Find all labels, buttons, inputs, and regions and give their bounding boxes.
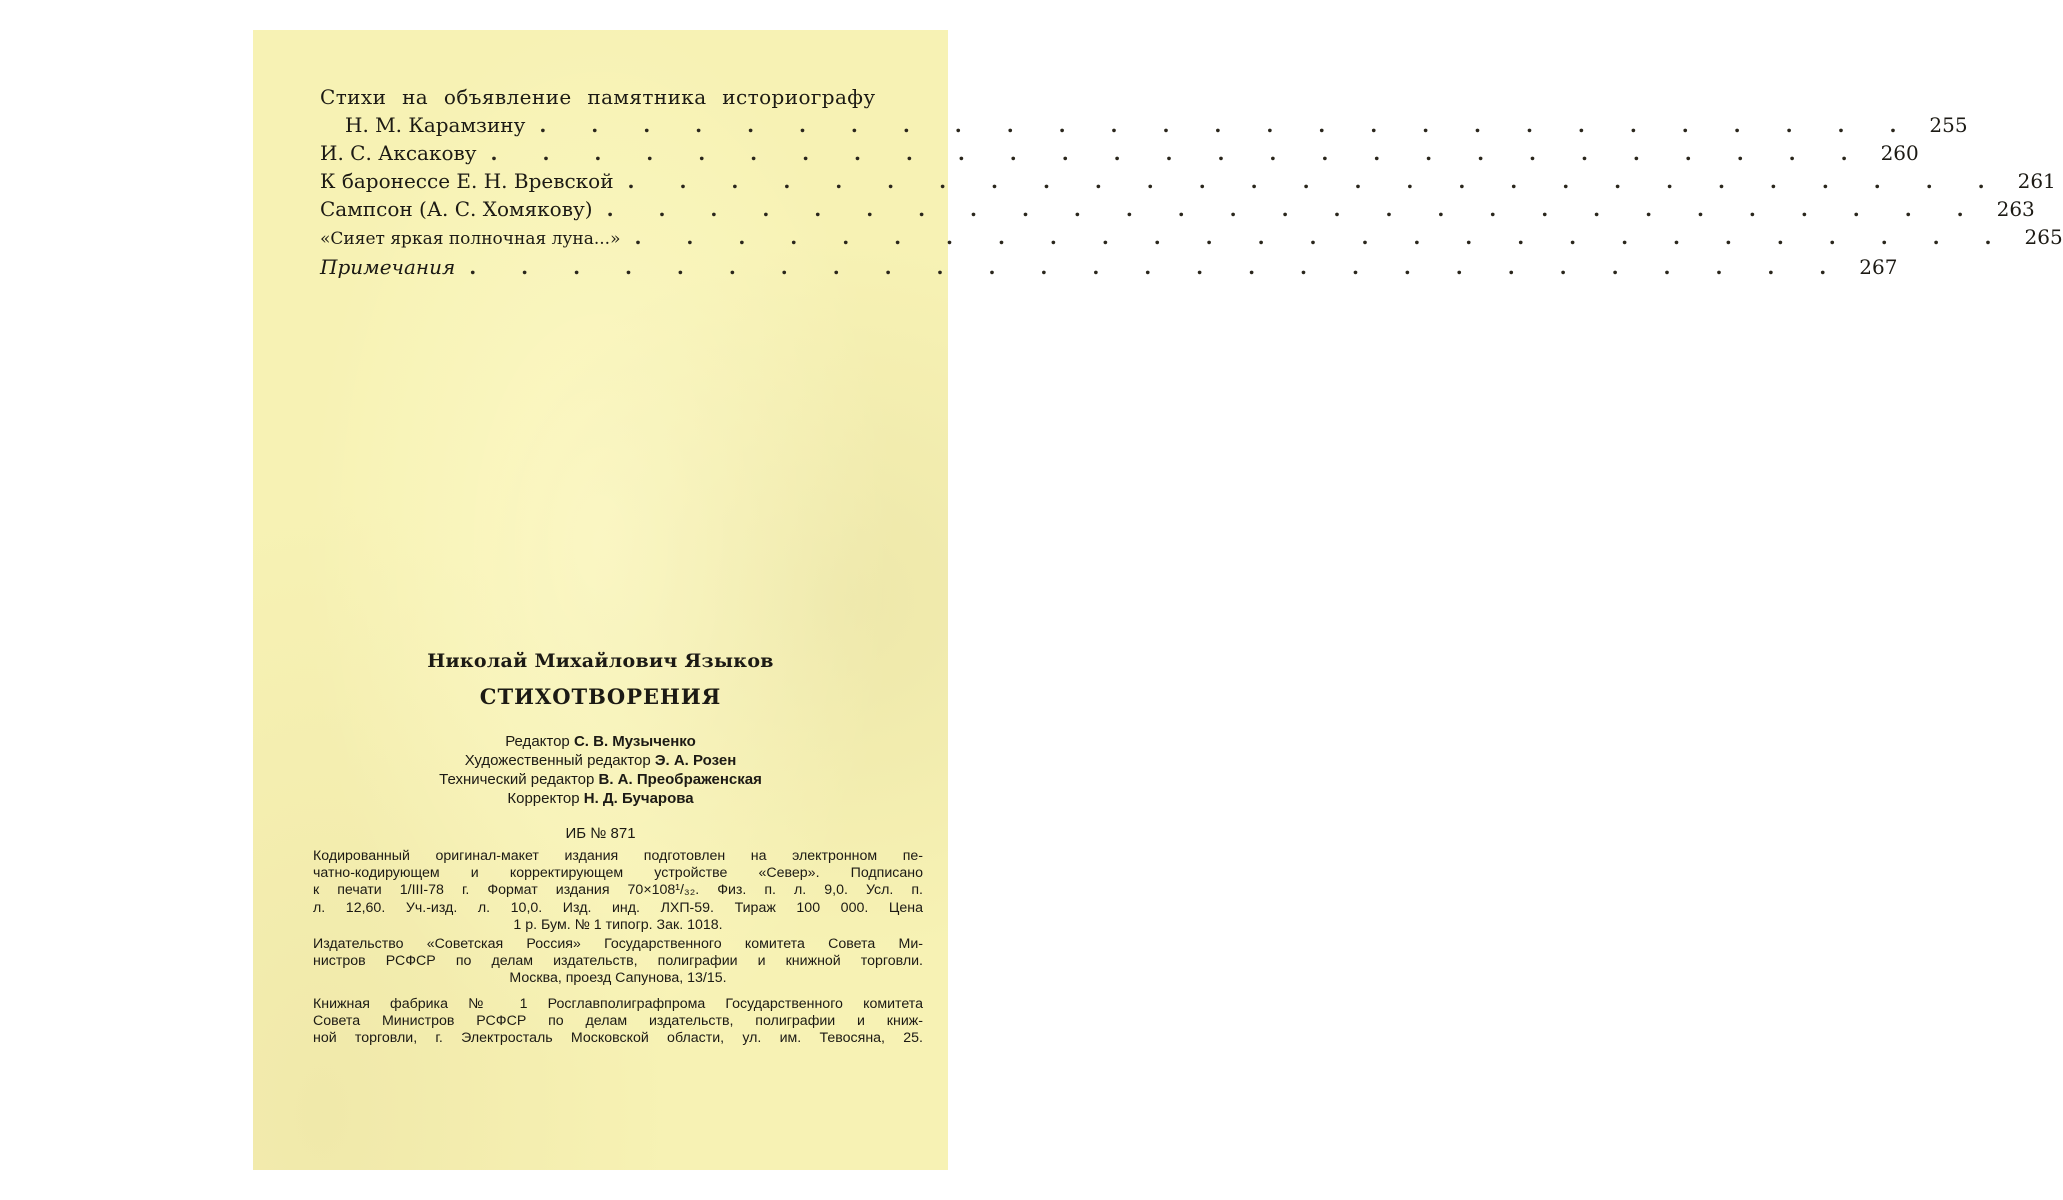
credit-role: Технический редактор [439,771,595,788]
table-of-contents [320,83,2063,281]
credit-line [253,770,948,789]
toc-leader-dots: . . . . . . . . . . . . . . . . . . . . . . . . . . . [490,141,1867,165]
text-line: чатно-кодирующем и корректирующем устройстве «Север». Подписано [313,865,923,882]
text-line: нистров РСФСР по делам издательств, полиграфии и книжной торговли. [313,953,923,970]
text-line: 1 р. Бум. № 1 типогр. Зак. 1018. [513,916,723,933]
credits-block [253,732,948,808]
toc-entry-page: 263 [1996,197,2035,221]
text-line: к печати 1/III-78 г. Формат издания 70×108¹/₃₂. Физ. п. л. 9,0. Усл. п. [313,882,923,899]
book-page [253,30,2063,1170]
text-line: Кодированный оригинал-макет издания подготовлен на электронном пе- [313,848,923,864]
credit-name: В. А. Преображенская [598,771,762,788]
publisher-details [313,936,923,988]
toc-entry [320,167,2056,195]
text-line: Москва, проезд Сапунова, 13/15. [509,970,727,987]
credit-line [253,789,948,808]
credit-name: С. В. Музыченко [573,733,696,750]
credit-name: Н. Д. Бучарова [583,790,694,807]
toc-entry [320,195,2035,223]
toc-entry-title: К баронессе Е. Н. Вревской [320,169,614,193]
toc-entry [320,111,1968,139]
toc-leader-dots: . . . . . . . . . . . . . . . . . . . . . . . . . . . [606,197,1983,221]
toc-entry-page: 267 [1859,255,1898,279]
toc-entry [320,253,1898,281]
toc-heading: Стихи на объявление памятника историографу [320,85,876,109]
ib-number: ИБ № 871 [565,825,636,842]
toc-entry-title: Сампсон (А. С. Хомякову) [320,197,593,221]
toc-entry-page: 265 [2024,225,2063,249]
credit-name: Э. А. Розен [654,752,737,769]
text-line: Издательство «Советская Россия» Государственного комитета Совета Ми- [313,936,923,952]
text-line: Совета Министров РСФСР по делам издательств, полиграфии и книж- [313,1013,923,1030]
toc-entry-page: 260 [1880,141,1919,165]
credit-line [253,751,948,770]
toc-leader-dots: . . . . . . . . . . . . . . . . . . . . . . . . . . . [634,225,2011,249]
text-line: Книжная фабрика № 1 Росглавполиграфпрома Государственного комитета [313,996,923,1012]
credit-role: Корректор [507,790,580,807]
toc-entry-title: «Сияет яркая полночная луна...» [320,229,621,249]
credit-role: Художественный редактор [464,752,651,769]
printing-details [313,848,923,934]
toc-entry-title: Примечания [320,255,456,279]
toc-leader-dots: . . . . . . . . . . . . . . . . . . . . . . . . . . . [539,113,1916,137]
toc-entry-page: 255 [1929,113,1968,137]
toc-entry [320,139,1919,167]
toc-entry-page: 261 [2017,169,2056,193]
toc-leader-dots: . . . . . . . . . . . . . . . . . . . . . . . . . . . [469,255,1846,279]
toc-entry-title: И. С. Аксакову [320,141,477,165]
toc-entry-title: Н. М. Карамзину [345,113,526,137]
toc-leader-dots: . . . . . . . . . . . . . . . . . . . . . . . . . . . [627,169,2004,193]
text-line: ной торговли, г. Электросталь Московской области, ул. им. Тевосяна, 25. [313,1030,923,1047]
author-name: Николай Михайлович Языков [427,650,774,672]
text-line: л. 12,60. Уч.-изд. л. 10,0. Изд. инд. ЛХП-59. Тираж 100 000. Цена [313,899,923,916]
book-title: СТИХОТВОРЕНИЯ [479,684,722,709]
credit-line [253,732,948,751]
toc-entry [320,223,2063,253]
credit-role: Редактор [505,733,570,750]
printer-details [313,996,923,1048]
